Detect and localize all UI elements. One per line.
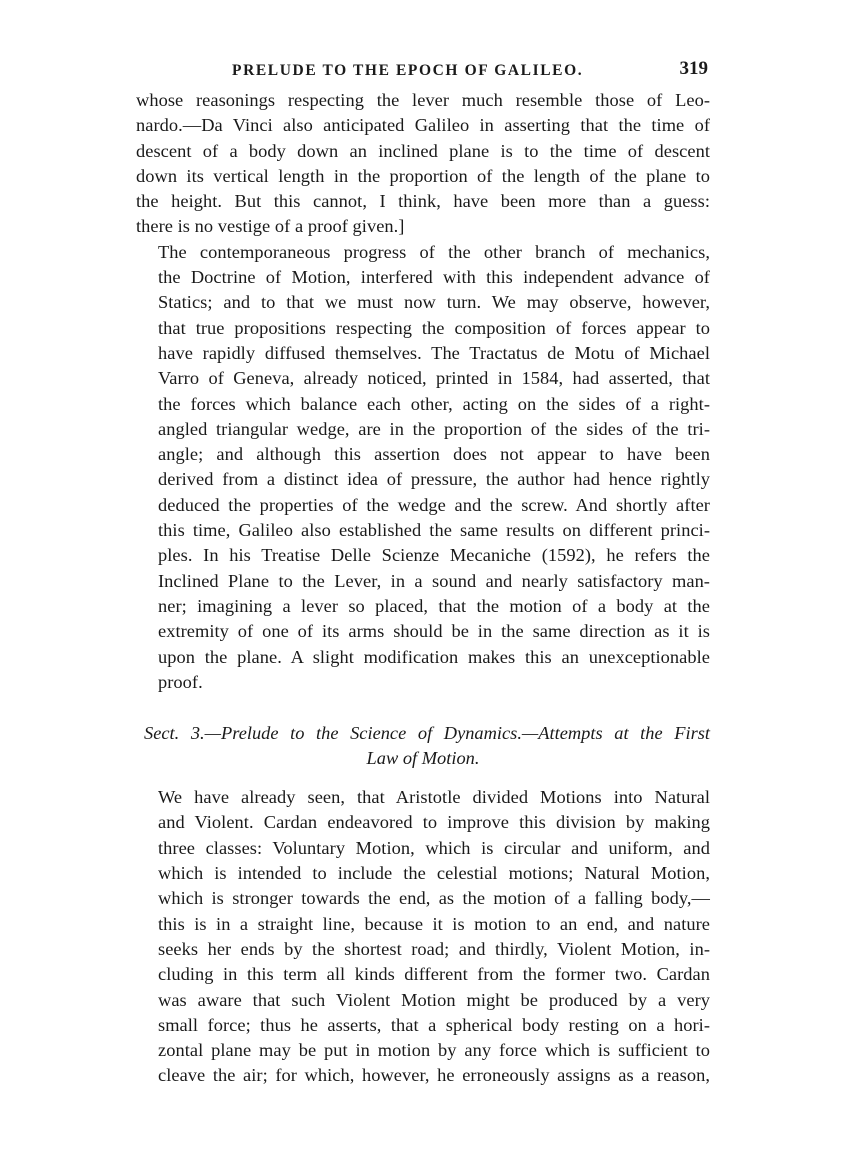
text-line: this is in a straight line, because it is motion to an end, and nature bbox=[158, 913, 710, 934]
text-line: Varro of Geneva, already noticed, printed in 1584, had asserted, that bbox=[158, 368, 710, 389]
text-line: three classes: Voluntary Motion, which is circular and uniform, and bbox=[158, 837, 710, 858]
text-line: the Doctrine of Motion, interfered with this independent advance of bbox=[158, 267, 710, 288]
text-line: The contemporaneous progress of the other branch of mechanics, bbox=[158, 241, 710, 262]
section-heading bbox=[136, 721, 710, 771]
text-line: Statics; and to that we must now turn. We may observe, however, bbox=[158, 292, 710, 313]
body-text bbox=[136, 88, 710, 695]
body-text-2 bbox=[136, 785, 710, 1089]
paragraph-1 bbox=[136, 88, 710, 240]
text-line: seeks her ends by the shortest road; and thirdly, Violent Motion, in- bbox=[158, 938, 710, 959]
text-line: ner; imagining a lever so placed, that the motion of a body at the bbox=[158, 595, 710, 616]
text-line: whose reasonings respecting the lever much resemble those of Leo- bbox=[136, 90, 710, 110]
text-line: down its vertical length in the proportion of the length of the plane to bbox=[136, 165, 710, 186]
paragraph-2 bbox=[136, 240, 710, 695]
text-line: cluding in this term all kinds different from the former two. Cardan bbox=[158, 964, 710, 985]
text-line: the height. But this cannot, I think, have been more than a guess: bbox=[136, 191, 710, 212]
text-line: this time, Galileo also established the same results on different princi- bbox=[158, 520, 710, 541]
running-head bbox=[136, 58, 710, 88]
text-line: that true propositions respecting the composition of forces appear to bbox=[158, 317, 710, 338]
text-line: cleave the air; for which, however, he erroneously assigns as a reason, bbox=[158, 1065, 710, 1086]
text-line: extremity of one of its arms should be in the same direction as it is bbox=[158, 621, 710, 642]
text-line: and Violent. Cardan endeavored to improve this division by making bbox=[158, 812, 710, 833]
text-line: nardo.—Da Vinci also anticipated Galileo in asserting that the time of bbox=[136, 115, 710, 136]
page-number: 319 bbox=[679, 58, 708, 79]
text-line: which is stronger towards the end, as the motion of a falling body,— bbox=[158, 888, 710, 909]
text-line: proof. bbox=[158, 671, 203, 692]
text-line: upon the plane. A slight modification makes this an unexceptionable bbox=[158, 646, 710, 667]
text-line: small force; thus he asserts, that a spherical body resting on a hori- bbox=[158, 1014, 710, 1035]
section-heading-line-2: Law of Motion. bbox=[366, 748, 480, 769]
section-heading-line-1: Sect. 3.—Prelude to the Science of Dynamics.—Attempts at the First bbox=[144, 723, 710, 744]
text-line: Inclined Plane to the Lever, in a sound and nearly satisfactory man- bbox=[158, 570, 710, 591]
text-line: descent of a body down an inclined plane is to the time of descent bbox=[136, 140, 710, 161]
text-line: have rapidly diffused themselves. The Tractatus de Motu of Michael bbox=[158, 342, 710, 363]
text-line: ples. In his Treatise Delle Scienze Mecaniche (1592), he refers the bbox=[158, 545, 710, 566]
text-line: zontal plane may be put in motion by any force which is sufficient to bbox=[158, 1040, 710, 1061]
text-line: there is no vestige of a proof given.] bbox=[136, 216, 405, 237]
text-line: the forces which balance each other, acting on the sides of a right- bbox=[158, 393, 710, 414]
text-line: which is intended to include the celestial motions; Natural Motion, bbox=[158, 863, 710, 884]
running-title: PRELUDE TO THE EPOCH OF GALILEO. bbox=[232, 62, 584, 79]
paragraph-3 bbox=[136, 785, 710, 1089]
text-line: We have already seen, that Aristotle divided Motions into Natural bbox=[158, 787, 710, 808]
book-page bbox=[136, 58, 710, 1089]
text-line: was aware that such Violent Motion might be produced by a very bbox=[158, 989, 710, 1010]
text-line: deduced the properties of the wedge and the screw. And shortly after bbox=[158, 494, 710, 515]
text-line: derived from a distinct idea of pressure, the author had hence rightly bbox=[158, 469, 710, 490]
text-line: angled triangular wedge, are in the proportion of the sides of the tri- bbox=[158, 418, 710, 439]
text-line: angle; and although this assertion does not appear to have been bbox=[158, 444, 710, 465]
